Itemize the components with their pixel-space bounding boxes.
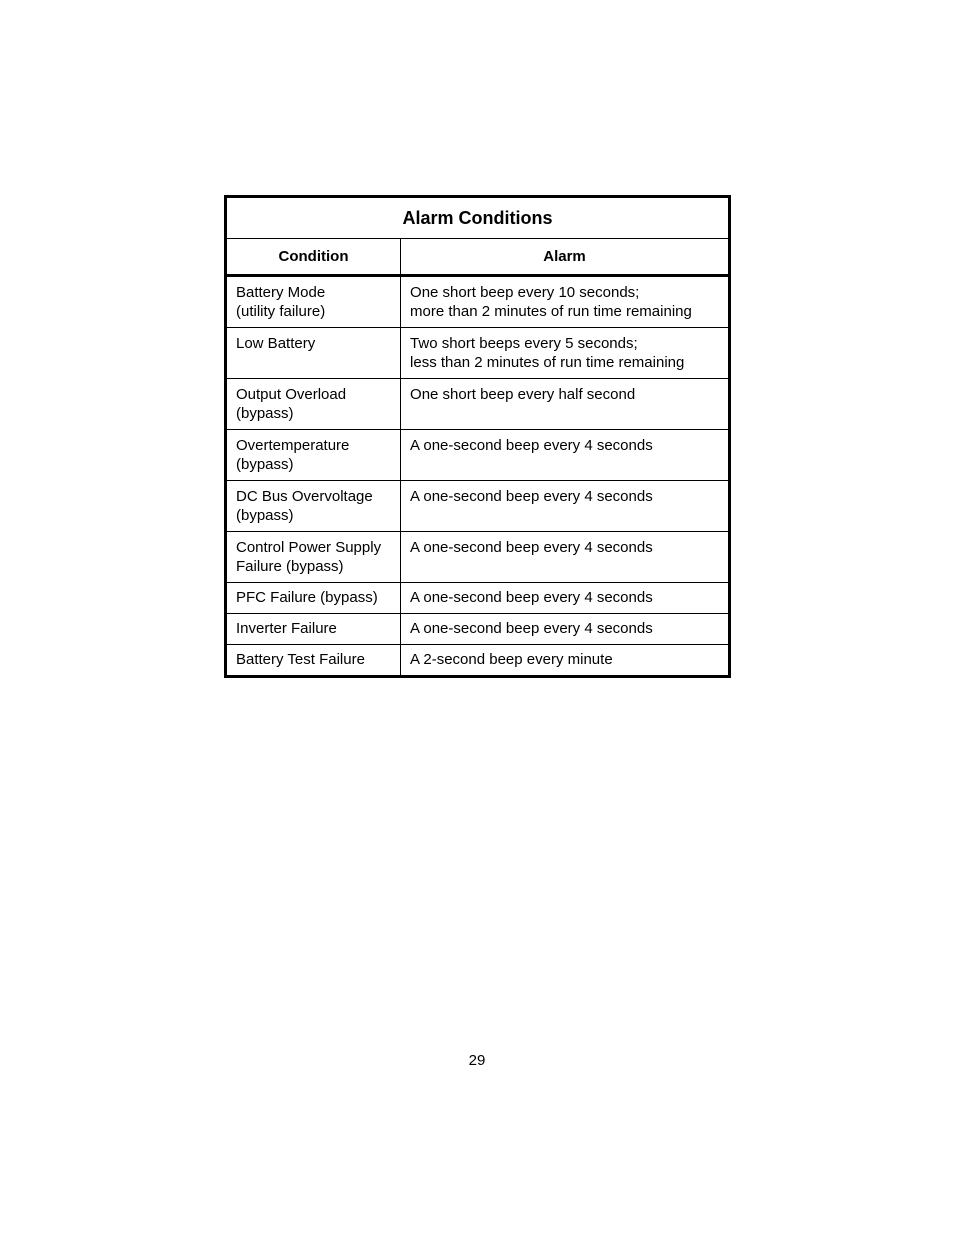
alarm-cell — [401, 379, 730, 430]
alarm-text: Two short beeps every 5 seconds; less than 2 minutes of run time remaining — [410, 335, 685, 371]
condition-cell — [226, 532, 401, 583]
condition-text: PFC Failure (bypass) — [236, 589, 378, 606]
condition-text: Battery Test Failure — [236, 651, 365, 668]
alarm-text: A 2-second beep every minute — [410, 651, 613, 668]
condition-cell — [226, 328, 401, 379]
table-row — [226, 379, 730, 430]
condition-cell — [226, 583, 401, 614]
condition-text: Low Battery — [236, 335, 316, 352]
condition-text: Overtemperature (bypass) — [236, 437, 350, 473]
condition-text: Battery Mode (utility failure) — [236, 284, 326, 320]
alarm-cell — [401, 614, 730, 645]
table-row — [226, 645, 730, 677]
condition-cell — [226, 276, 401, 328]
table-row — [226, 583, 730, 614]
alarm-text: One short beep every half second — [410, 386, 636, 403]
alarm-cell — [401, 532, 730, 583]
condition-cell — [226, 614, 401, 645]
alarm-cell — [401, 328, 730, 379]
alarm-cell — [401, 481, 730, 532]
table-row — [226, 614, 730, 645]
table-row — [226, 532, 730, 583]
alarm-cell — [401, 276, 730, 328]
condition-text: Inverter Failure — [236, 620, 337, 637]
column-header-alarm: Alarm — [401, 239, 730, 276]
table-title: Alarm Conditions — [226, 197, 730, 239]
alarm-conditions-table — [224, 195, 731, 678]
alarm-cell — [401, 583, 730, 614]
alarm-text: A one-second beep every 4 seconds — [410, 488, 653, 505]
table-row — [226, 481, 730, 532]
condition-cell — [226, 645, 401, 677]
table-row — [226, 430, 730, 481]
condition-text: DC Bus Overvoltage (bypass) — [236, 488, 373, 524]
alarm-cell — [401, 430, 730, 481]
alarm-text: One short beep every 10 seconds; more than 2 minutes of run time remaining — [410, 284, 692, 320]
condition-text: Control Power Supply Failure (bypass) — [236, 539, 382, 575]
alarm-cell — [401, 645, 730, 677]
column-header-condition: Condition — [226, 239, 401, 276]
alarm-text: A one-second beep every 4 seconds — [410, 589, 653, 606]
alarm-text: A one-second beep every 4 seconds — [410, 437, 653, 454]
condition-cell — [226, 430, 401, 481]
condition-text: Output Overload (bypass) — [236, 386, 347, 422]
alarm-text: A one-second beep every 4 seconds — [410, 539, 653, 556]
table-row — [226, 328, 730, 379]
page-number: 29 — [468, 1052, 486, 1069]
table-row — [226, 276, 730, 328]
condition-cell — [226, 379, 401, 430]
alarm-text: A one-second beep every 4 seconds — [410, 620, 653, 637]
condition-cell — [226, 481, 401, 532]
